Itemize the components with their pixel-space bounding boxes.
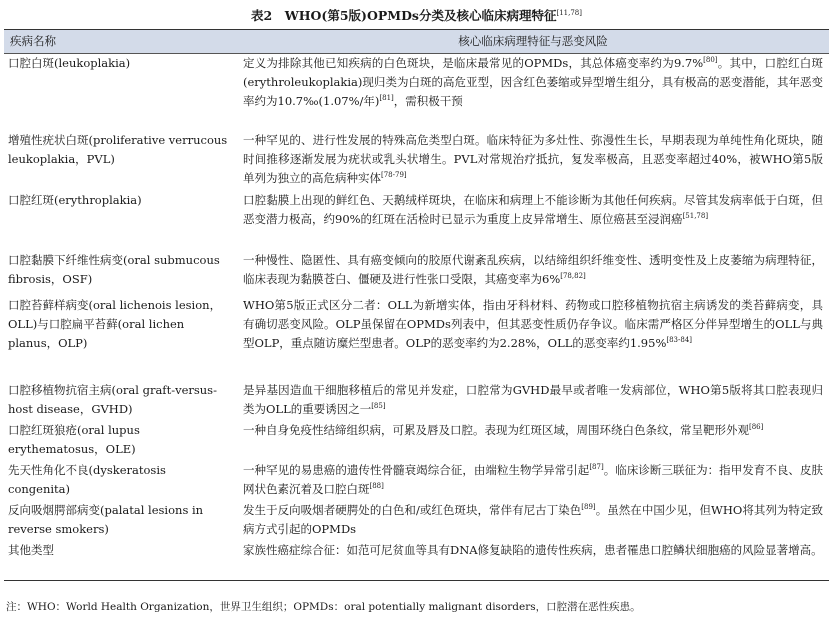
table-row	[4, 191, 829, 251]
citation: [89]	[581, 502, 596, 511]
table-row	[4, 461, 829, 501]
opmd-table	[4, 29, 829, 581]
disease-name: 反向吸烟腭部病变(palatal lesions in reverse smokers)	[8, 502, 204, 536]
disease-name: 口腔移植物抗宿主病(oral graft-versus-host disease，GVHD)	[8, 382, 217, 416]
citation: [51,78]	[682, 211, 709, 220]
disease-name: 口腔黏膜下纤维性病变(oral submucous fibrosis，OSF)	[8, 252, 220, 286]
table-row	[4, 541, 829, 581]
disease-description: 一种罕见的、进行性发展的特殊高危类型白斑。临床特征为多灶性、弥漫性生长，早期表现为单纯性角化斑块，随时间推移逐渐发展为疣状或乳头状增生。PVL对常规治疗抵抗，复发率极高，且恶变率超过40%，被WHO第5版单列为独立的高危病种实体[78-79]	[243, 132, 823, 185]
disease-name: 口腔红斑(erythroplakia)	[8, 192, 142, 207]
citation: [85]	[371, 401, 386, 410]
disease-name: 其他类型	[4, 541, 237, 581]
table-row	[4, 54, 829, 131]
disease-description: WHO第5版正式区分二者：OLL为新增实体，指由牙科材料、药物或口腔移植物抗宿主病诱发的类苔藓病变，具有确切恶变风险。OLP虽保留在OPMDs列表中，但其恶变性质仍存争议。临床需严格区分伴异型增生的OLL与典型OLP，重点随访糜烂型患者。OLP的恶变率约为2.28%，OLL的恶变率约1.95%[83-84]	[243, 297, 823, 350]
disease-description: 一种自身免疫性结缔组织病，可累及唇及口腔。表现为红斑区域，周围环绕白色条纹，常呈靶形外观[86]	[243, 422, 764, 437]
table-row	[4, 131, 829, 191]
citation: [78,82]	[560, 271, 586, 280]
disease-description: 一种罕见的易患癌的遗传性骨髓衰竭综合征，由端粒生物学异常引起[87]。临床诊断三联征为：指甲发育不良、皮肤网状色素沉着及口腔白斑[88]	[243, 462, 824, 496]
citation: [86]	[749, 422, 764, 431]
disease-name: 口腔白斑(leukoplakia)	[8, 56, 131, 70]
disease-description: 定义为排除其他已知疾病的白色斑块，是临床最常见的OPMDs，其总体癌变率约为9.7%[80]。其中，口腔红白斑(erythroleukoplakia)现归类为白斑的高危亚型，因含红色萎缩或异型增生组分，具有极高的恶变潜能，其年恶变率约为10.7‰(1.07%/年)[81]，需积极干预	[243, 56, 824, 108]
citation: [88]	[369, 481, 384, 490]
citation: [80]	[703, 56, 718, 65]
caption-title: 表2 WHO(第5版)OPMDs分类及核心临床病理特征	[251, 8, 557, 24]
header-features: 核心临床病理特征与恶变风险	[237, 30, 829, 54]
caption-reference: [11,78]	[556, 9, 582, 17]
disease-name: 口腔红斑狼疮(oral lupus erythematosus，OLE)	[8, 422, 140, 456]
table-row	[4, 381, 829, 421]
citation: [83-84]	[666, 335, 693, 344]
disease-name: 增殖性疣状白斑(proliferative verrucous leukoplakia，PVL)	[8, 132, 228, 166]
table-row	[4, 501, 829, 541]
table-row	[4, 296, 829, 381]
table-row	[4, 421, 829, 461]
table-footnote: 注：WHO：World Health Organization，世界卫生组织；OPMDs：oral potentially malignant disorders，口腔潜在恶性疾患。	[6, 601, 641, 613]
disease-description: 发生于反向吸烟者硬腭处的白色和/或红色斑块，常伴有尼古丁染色[89]。虽然在中国少见，但WHO将其列为特定致病方式引起的OPMDs	[243, 502, 823, 536]
table-header-row	[4, 30, 829, 54]
disease-description: 口腔黏膜上出现的鲜红色、天鹅绒样斑块，在临床和病理上不能诊断为其他任何疾病。尽管其发病率低于白斑，但恶变潜力极高，约90%的红斑在活检时已显示为重度上皮异常增生、原位癌甚至浸润癌[51,78]	[243, 192, 823, 226]
disease-description: 一种慢性、隐匿性、具有癌变倾向的胶原代谢紊乱疾病，以结缔组织纤维变性、透明变性及上皮萎缩为病理特征，临床表现为黏膜苍白、僵硬及进行性张口受限，其癌变率为6%[78,82]	[243, 252, 823, 286]
table-row	[4, 251, 829, 296]
citation: [78-79]	[381, 170, 407, 179]
disease-description: 是异基因造血干细胞移植后的常见并发症，口腔常为GVHD最早或者唯一发病部位，WHO第5版将其口腔表现归类为OLL的重要诱因之一[85]	[243, 382, 823, 416]
citation: [81]	[379, 94, 394, 103]
citation: [87]	[589, 462, 604, 471]
disease-name: 先天性角化不良(dyskeratosis congenita)	[8, 462, 166, 496]
disease-description: 家族性癌症综合征：如范可尼贫血等具有DNA修复缺陷的遗传性疾病，患者罹患口腔鳞状细胞癌的风险显著增高。	[237, 541, 829, 581]
disease-name: 口腔苔藓样病变(oral lichenois lesion，OLL)与口腔扁平苔藓(oral lichen planus，OLP)	[8, 297, 222, 350]
table-caption	[0, 4, 833, 25]
header-disease-name: 疾病名称	[4, 30, 237, 54]
